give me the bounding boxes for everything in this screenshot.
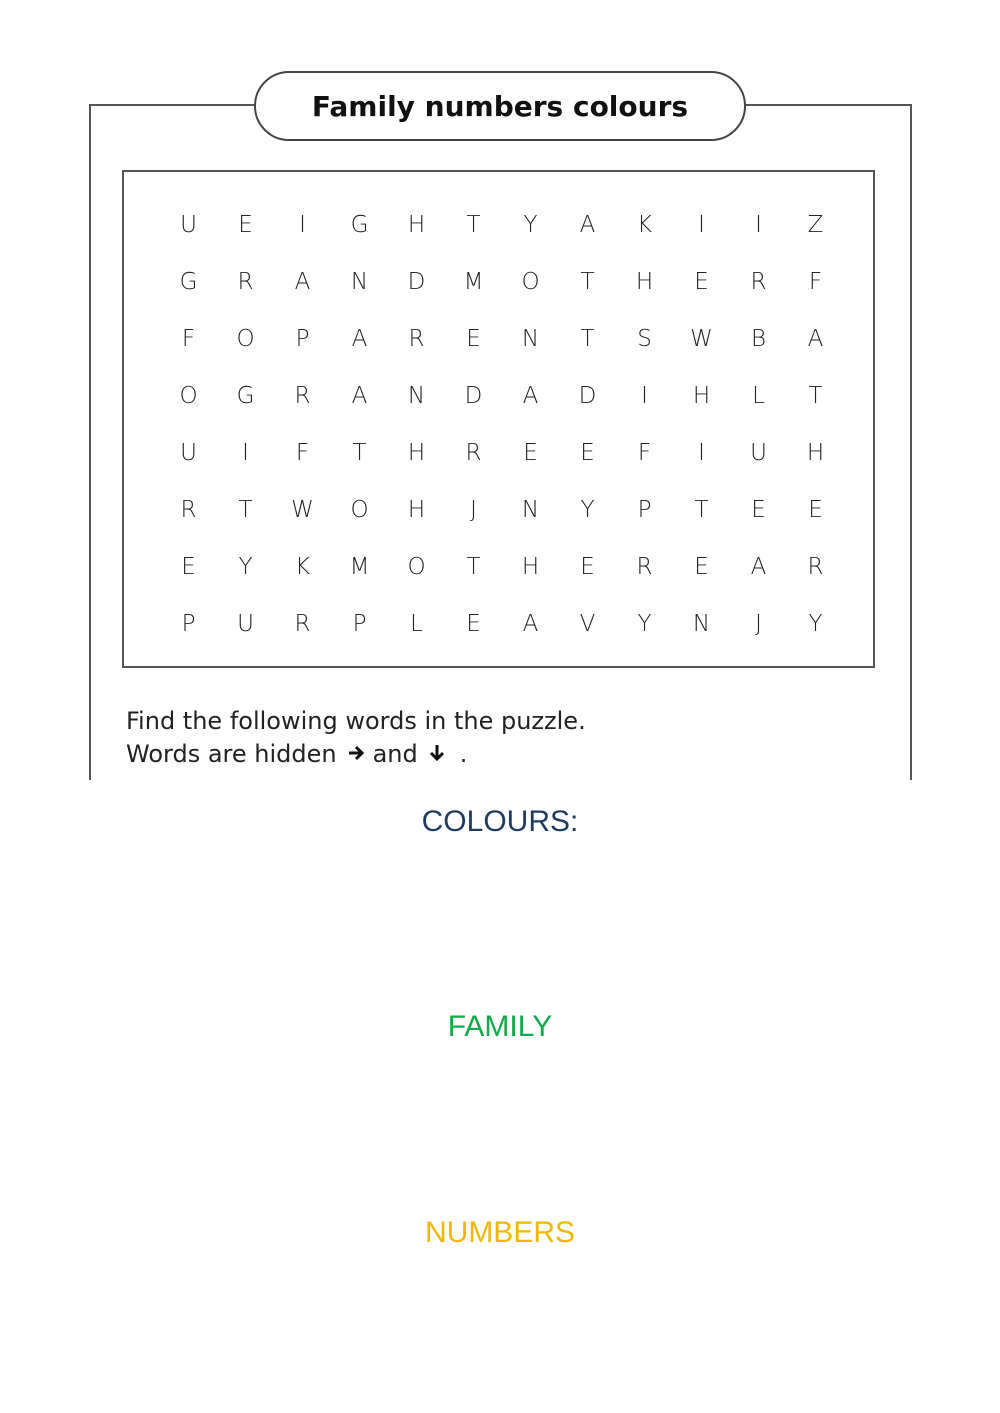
grid-letter: V [579,610,596,637]
grid-letter: U [180,439,197,466]
grid-letter: I [698,439,705,466]
grid-letter: A [807,325,824,352]
grid-letter: S [637,325,652,352]
grid-letter: L [410,610,423,637]
grid-letter: P [637,496,652,523]
grid-letter: T [352,439,367,466]
grid-letter: R [408,325,425,352]
grid-letter: T [580,325,595,352]
grid-letter: K [636,211,653,238]
grid-letter: E [466,325,481,352]
section-colours [0,805,1000,839]
grid-letter: R [807,553,824,580]
grid-letter: U [180,211,197,238]
instructions-line-2-end: . [459,740,468,768]
instructions-line-2-start: Words are hidden [126,740,337,768]
grid-letter: A [522,382,539,409]
grid-letter: R [636,553,653,580]
worksheet-title-text: Family numbers colours [311,89,689,123]
grid-letter: F [181,325,196,352]
grid-letter: Z [807,211,824,238]
grid-letter: H [407,211,426,238]
grid-letter: P [181,610,196,637]
grid-letter: Y [808,610,823,637]
arrow-down-icon [426,742,448,764]
grid-letter: E [694,268,709,295]
grid-letter: A [294,268,311,295]
instructions-line-2 [126,738,586,771]
grid-letter: Y [637,610,652,637]
grid-letter: H [521,553,540,580]
section-colours-label: COLOURS: [421,805,579,838]
grid-letter: R [750,268,767,295]
grid-letter: W [291,496,314,523]
grid-letter: R [294,382,311,409]
grid-letter: R [180,496,197,523]
grid-letter: Y [580,496,595,523]
grid-letter: J [470,496,477,523]
grid-letter: Y [238,553,253,580]
grid-letter: O [236,325,255,352]
grid-letter: G [350,211,369,238]
grid-letter: F [808,268,823,295]
grid-letter: E [580,439,595,466]
grid-letter: F [295,439,310,466]
grid-letter: T [580,268,595,295]
grid-letter: U [750,439,767,466]
grid-letter: H [407,439,426,466]
grid-letter: M [463,268,484,295]
grid-letter: E [580,553,595,580]
grid-letter: A [579,211,596,238]
instructions-line-2-mid: and [372,740,418,768]
instructions [126,705,586,771]
grid-letter: I [299,211,306,238]
grid-letter: T [694,496,709,523]
grid-letter: I [641,382,648,409]
grid-letter: N [407,382,426,409]
section-numbers [0,1216,1000,1250]
grid-letter: A [351,325,368,352]
grid-letter: T [466,211,481,238]
grid-letter: T [238,496,253,523]
grid-letter: D [407,268,426,295]
grid-letter: N [350,268,369,295]
grid-letter: P [295,325,310,352]
section-family [0,1010,1000,1044]
grid-letter: D [578,382,597,409]
grid-letter: E [238,211,253,238]
grid-letter: E [466,610,481,637]
grid-letter: W [690,325,713,352]
grid-letter: Y [523,211,538,238]
grid-letter: E [181,553,196,580]
grid-letter: O [521,268,540,295]
grid-letter: R [465,439,482,466]
grid-letter: I [755,211,762,238]
grid-letter: O [407,553,426,580]
section-numbers-label: NUMBERS [424,1216,575,1249]
grid-letter: H [635,268,654,295]
grid-letter: E [751,496,766,523]
grid-letter: I [698,211,705,238]
grid-letter: H [806,439,825,466]
grid-letter: A [351,382,368,409]
grid-letter: H [692,382,711,409]
grid-letter: O [179,382,198,409]
grid-letter: A [522,610,539,637]
grid-letter: N [692,610,711,637]
grid-letter: T [466,553,481,580]
grid-letter: R [294,610,311,637]
grid-letter: G [179,268,198,295]
instructions-line-1: Find the following words in the puzzle. [126,707,586,735]
grid-letter: U [237,610,254,637]
grid-letter: A [750,553,767,580]
grid-letter: G [236,382,255,409]
section-family-label: FAMILY [447,1010,553,1043]
arrow-right-icon [345,742,367,764]
grid-letter: E [523,439,538,466]
grid-letter: I [242,439,249,466]
grid-letter: F [637,439,652,466]
grid-letter: K [294,553,311,580]
grid-letter: N [521,496,540,523]
grid-letter: B [750,325,767,352]
grid-letter: D [464,382,483,409]
word-search-grid [160,196,844,652]
grid-letter: E [694,553,709,580]
grid-letter: J [755,610,762,637]
grid-letter: T [808,382,823,409]
grid-letter: N [521,325,540,352]
grid-letter: P [352,610,367,637]
grid-letter: E [808,496,823,523]
grid-letter: H [407,496,426,523]
grid-letter: L [752,382,765,409]
grid-letter: M [349,553,370,580]
worksheet-title [254,71,746,141]
grid-letter: R [237,268,254,295]
grid-letter: O [350,496,369,523]
